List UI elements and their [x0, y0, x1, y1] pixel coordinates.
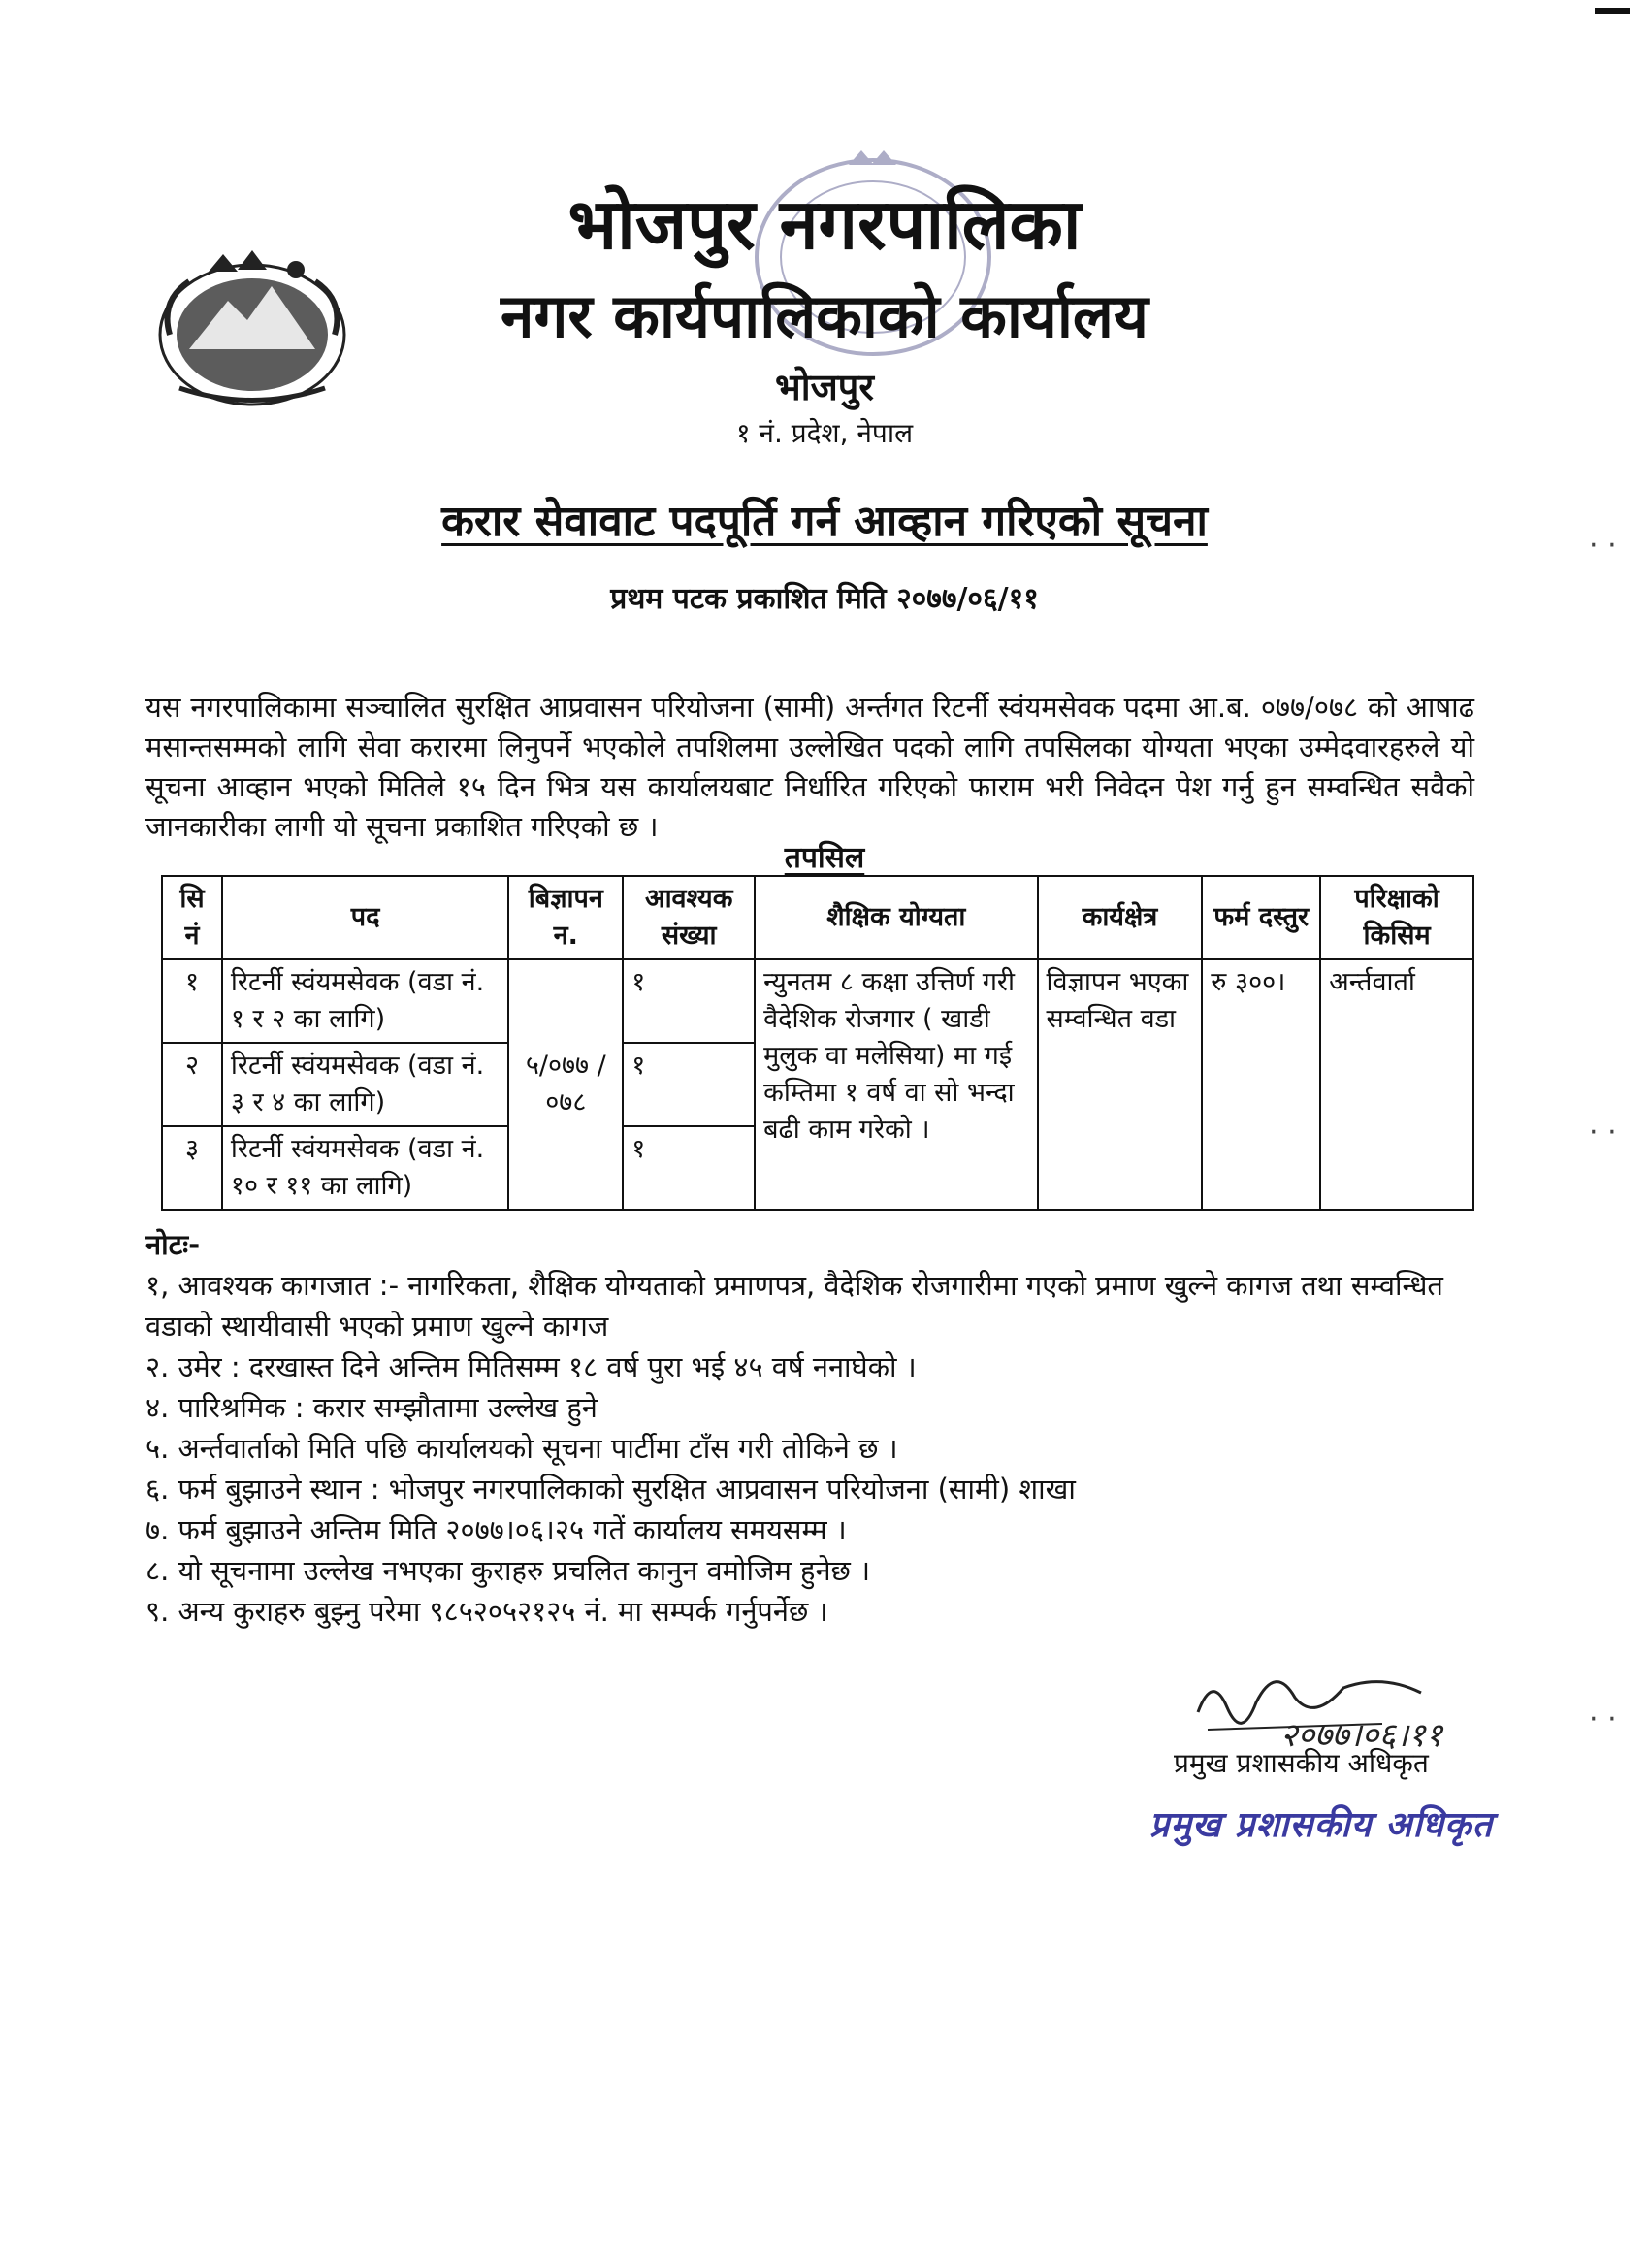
col-area: कार्यक्षेत्र	[1038, 876, 1203, 959]
row-required: १	[623, 959, 755, 1043]
schedule-heading	[0, 836, 1649, 876]
signatory-designation: प्रमुख प्रशासकीय अधिकृत	[1174, 1747, 1429, 1779]
office-name: नगर कार्यपालिकाको कार्यालय	[501, 280, 1148, 351]
notes-heading: नोटः-	[146, 1228, 201, 1261]
note-item: ९. अन्य कुराहरु बुझ्नु परेमा ९८५२०५२१२५ नं. मा सम्पर्क गर्नुपर्नेछ ।	[146, 1595, 828, 1628]
province-line: १ नं. प्रदेश, नेपाल	[735, 417, 914, 449]
scan-dots: · ·	[1589, 1116, 1617, 1150]
row-post: रिटर्नी स्वंयमसेवक (वडा नं. ३ र ४ का लागि)	[222, 1043, 508, 1126]
col-fee: फर्म दस्तुर	[1202, 876, 1320, 959]
signature-date: २०७७।०६।११	[1280, 1716, 1443, 1755]
intro-paragraph: यस नगरपालिकामा सञ्चालित सुरक्षित आप्रवासन परियोजना (सामी) अर्न्तगत रिटर्नी स्वंयमसेवक पदमा आ.ब. ०७७/०७८ को आषाढ मसान्तसम्मको लागि सेवा करारमा लिनुपर्ने भएकोले तपशिलमा उल्लेखित पदको लागि तपसिलका योग्यता भएका उम्मेदवारहरुले यो सूचना आव्हान भएको मितिले १५ दिन भित्र यस कार्यालयबाट निर्धारित गरिएको फाराम भरी निवेदन पेश गर्नु हुन सम्वन्धित सवैको जानकारीका लागी यो सूचना प्रकाशित गरिएको छ ।	[146, 691, 1474, 843]
notice-title-text: करार सेवावाट पदपूर्ति गर्न आव्हान गरिएको सूचना	[441, 497, 1208, 546]
col-post: पद	[222, 876, 508, 959]
notice-title	[0, 490, 1649, 548]
row-post: रिटर्नी स्वंयमसेवक (वडा नं. १० र ११ का लागि)	[222, 1126, 508, 1210]
ad-number-cell: ५/०७७ /०७८	[508, 959, 623, 1210]
note-item: १, आवश्यक कागजात :- नागरिकता, शैक्षिक योग्यताको प्रमाणपत्र, वैदेशिक रोजगारीमा गएको प्रमाण खुल्ने कागज तथा सम्वन्धित वडाको स्थायीवासी भएको प्रमाण खुल्ने कागज	[146, 1269, 1443, 1343]
col-ad-no: बिज्ञापन न.	[508, 876, 623, 959]
note-item: ६. फर्म बुझाउने स्थान : भोजपुर नगरपालिकाको सुरक्षित आप्रवासन परियोजना (सामी) शाखा	[146, 1473, 1076, 1506]
row-sn: ३	[162, 1126, 222, 1210]
publication-date: प्रथम पटक प्रकाशित मिति २०७७/०६/११	[610, 582, 1039, 616]
scan-dots: · ·	[1589, 1702, 1617, 1736]
note-item: ४. पारिश्रमिक : करार सम्झौतामा उल्लेख हुने	[146, 1391, 598, 1424]
note-item: २. उमेर : दरखास्त दिने अन्तिम मितिसम्म १८ वर्ष पुरा भई ४५ वर्ष ननाघेको ।	[146, 1350, 917, 1383]
table-header-row	[162, 876, 1473, 959]
work-area-cell: विज्ञापन भएका सम्वन्धित वडा	[1038, 959, 1203, 1210]
row-sn: १	[162, 959, 222, 1043]
form-fee-cell: रु ३००।	[1202, 959, 1320, 1210]
col-required: आवश्यक संख्या	[623, 876, 755, 959]
col-exam: परिक्षाको किसिम	[1320, 876, 1473, 959]
designation-stamp: प्रमुख प्रशासकीय अधिकृत	[1149, 1805, 1494, 1845]
scan-corner-mark	[1595, 8, 1630, 14]
col-qualification: शैक्षिक योग्यता	[755, 876, 1037, 959]
row-required: १	[623, 1126, 755, 1210]
row-post: रिटर्नी स्वंयमसेवक (वडा नं. १ र २ का लागि)	[222, 959, 508, 1043]
exam-type-cell: अर्न्तवार्ता	[1320, 959, 1473, 1210]
row-sn: २	[162, 1043, 222, 1126]
note-item: ५. अर्न्तवार्ताको मिति पछि कार्यालयको सूचना पार्टीमा टाँस गरी तोकिने छ ।	[146, 1432, 898, 1465]
schedule-heading-text: तपसिल	[784, 841, 865, 875]
vacancy-table	[161, 875, 1474, 1211]
scan-dots: · ·	[1589, 529, 1617, 563]
note-item: ७. फर्म बुझाउने अन्तिम मिति २०७७।०६।२५ गतें कार्यालय समयसम्म ।	[146, 1513, 847, 1546]
row-required: १	[623, 1043, 755, 1126]
municipality-name: भोजपुर नगरपालिका	[567, 183, 1082, 265]
notes-section	[146, 1224, 1484, 1632]
table-row	[162, 959, 1473, 1043]
qualification-cell: न्युनतम ८ कक्षा उत्तिर्ण गरी वैदेशिक रोजगार ( खाडी मुलुक वा मलेसिया) मा गई कम्तिमा १ वर्ष वा सो भन्दा बढी काम गरेको ।	[755, 959, 1037, 1210]
office-place: भोजपुर	[775, 366, 874, 408]
note-item: ८. यो सूचनामा उल्लेख नभएका कुराहरु प्रचलित कानुन वमोजिम हुनेछ ।	[146, 1554, 871, 1587]
col-sn: सि नं	[162, 876, 222, 959]
